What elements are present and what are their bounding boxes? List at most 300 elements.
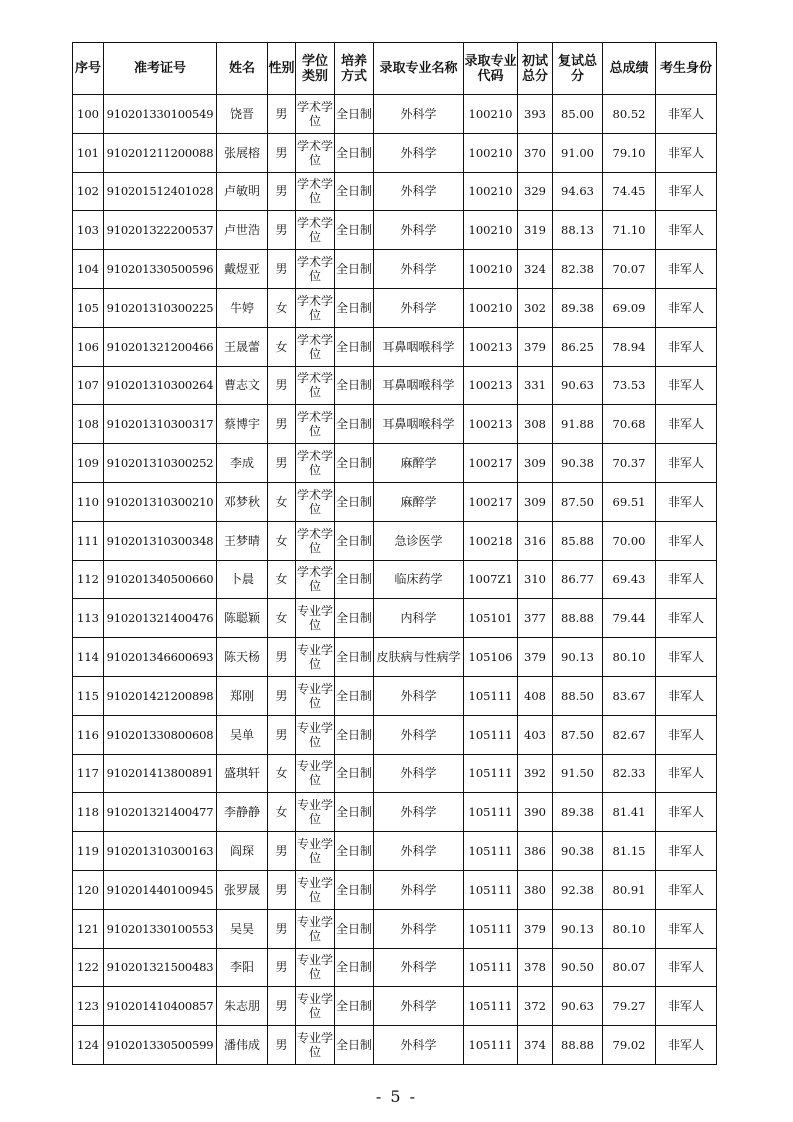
major-name-cell: 皮肤病与性病学 xyxy=(374,638,464,677)
gender-cell: 男 xyxy=(268,250,296,289)
total-score-cell: 79.44 xyxy=(603,599,656,638)
major-name-cell: 耳鼻咽喉科学 xyxy=(374,327,464,366)
exam-id-cell: 910201310300210 xyxy=(104,482,217,521)
major-name-cell: 外科学 xyxy=(374,1026,464,1065)
major-name-cell: 外科学 xyxy=(374,95,464,134)
gender-cell: 女 xyxy=(268,327,296,366)
table-row xyxy=(73,715,717,754)
major-name-cell: 外科学 xyxy=(374,133,464,172)
major-code-cell: 105111 xyxy=(464,909,518,948)
header-cell: 培养方式 xyxy=(335,43,374,95)
gender-cell: 男 xyxy=(268,172,296,211)
retest-score-cell: 87.50 xyxy=(553,715,603,754)
study-mode-cell: 全日制 xyxy=(335,288,374,327)
degree-type-cell: 专业学位 xyxy=(296,1026,335,1065)
name-cell: 郑刚 xyxy=(217,676,268,715)
header-cell: 考生身份 xyxy=(656,43,717,95)
major-code-cell: 100210 xyxy=(464,172,518,211)
table-row xyxy=(73,676,717,715)
total-score-cell: 69.09 xyxy=(603,288,656,327)
gender-cell: 女 xyxy=(268,754,296,793)
header-cell: 姓名 xyxy=(217,43,268,95)
header-cell: 准考证号 xyxy=(104,43,217,95)
exam-id-cell: 910201330100553 xyxy=(104,909,217,948)
major-name-cell: 外科学 xyxy=(374,172,464,211)
prelim-score-cell: 390 xyxy=(518,793,553,832)
name-cell: 饶晋 xyxy=(217,95,268,134)
retest-score-cell: 82.38 xyxy=(553,250,603,289)
name-cell: 王晟蕾 xyxy=(217,327,268,366)
serial-cell: 121 xyxy=(73,909,104,948)
exam-id-cell: 910201310300252 xyxy=(104,444,217,483)
table-row xyxy=(73,211,717,250)
name-cell: 卢敏明 xyxy=(217,172,268,211)
exam-id-cell: 910201413800891 xyxy=(104,754,217,793)
name-cell: 张罗晟 xyxy=(217,870,268,909)
retest-score-cell: 88.50 xyxy=(553,676,603,715)
major-code-cell: 100210 xyxy=(464,288,518,327)
exam-id-cell: 910201410400857 xyxy=(104,987,217,1026)
candidate-status-cell: 非军人 xyxy=(656,754,717,793)
major-code-cell: 105106 xyxy=(464,638,518,677)
gender-cell: 女 xyxy=(268,521,296,560)
degree-type-cell: 学术学位 xyxy=(296,366,335,405)
candidate-status-cell: 非军人 xyxy=(656,909,717,948)
name-cell: 张展榕 xyxy=(217,133,268,172)
degree-type-cell: 学术学位 xyxy=(296,133,335,172)
candidate-status-cell: 非军人 xyxy=(656,987,717,1026)
name-cell: 陈天杨 xyxy=(217,638,268,677)
table-row xyxy=(73,832,717,871)
gender-cell: 女 xyxy=(268,482,296,521)
retest-score-cell: 91.00 xyxy=(553,133,603,172)
major-name-cell: 耳鼻咽喉科学 xyxy=(374,405,464,444)
major-name-cell: 外科学 xyxy=(374,715,464,754)
name-cell: 卢世浩 xyxy=(217,211,268,250)
major-code-cell: 105111 xyxy=(464,715,518,754)
serial-cell: 123 xyxy=(73,987,104,1026)
candidate-status-cell: 非军人 xyxy=(656,250,717,289)
candidate-status-cell: 非军人 xyxy=(656,715,717,754)
name-cell: 王梦晴 xyxy=(217,521,268,560)
major-name-cell: 外科学 xyxy=(374,211,464,250)
serial-cell: 100 xyxy=(73,95,104,134)
major-code-cell: 105111 xyxy=(464,870,518,909)
total-score-cell: 79.10 xyxy=(603,133,656,172)
candidate-status-cell: 非军人 xyxy=(656,133,717,172)
major-code-cell: 105101 xyxy=(464,599,518,638)
major-name-cell: 外科学 xyxy=(374,754,464,793)
study-mode-cell: 全日制 xyxy=(335,1026,374,1065)
exam-id-cell: 910201321200466 xyxy=(104,327,217,366)
serial-cell: 114 xyxy=(73,638,104,677)
prelim-score-cell: 331 xyxy=(518,366,553,405)
prelim-score-cell: 319 xyxy=(518,211,553,250)
table-header-row xyxy=(73,43,717,95)
exam-id-cell: 910201321400477 xyxy=(104,793,217,832)
gender-cell: 女 xyxy=(268,560,296,599)
prelim-score-cell: 380 xyxy=(518,870,553,909)
major-code-cell: 100218 xyxy=(464,521,518,560)
retest-score-cell: 91.88 xyxy=(553,405,603,444)
serial-cell: 107 xyxy=(73,366,104,405)
serial-cell: 103 xyxy=(73,211,104,250)
prelim-score-cell: 379 xyxy=(518,638,553,677)
name-cell: 曹志文 xyxy=(217,366,268,405)
study-mode-cell: 全日制 xyxy=(335,948,374,987)
candidate-status-cell: 非军人 xyxy=(656,288,717,327)
prelim-score-cell: 374 xyxy=(518,1026,553,1065)
prelim-score-cell: 302 xyxy=(518,288,553,327)
degree-type-cell: 学术学位 xyxy=(296,327,335,366)
major-name-cell: 外科学 xyxy=(374,832,464,871)
major-code-cell: 1007Z1 xyxy=(464,560,518,599)
exam-id-cell: 910201310300348 xyxy=(104,521,217,560)
degree-type-cell: 学术学位 xyxy=(296,250,335,289)
major-name-cell: 外科学 xyxy=(374,948,464,987)
candidate-status-cell: 非军人 xyxy=(656,793,717,832)
study-mode-cell: 全日制 xyxy=(335,444,374,483)
candidate-status-cell: 非军人 xyxy=(656,327,717,366)
table-row xyxy=(73,1026,717,1065)
name-cell: 吴单 xyxy=(217,715,268,754)
name-cell: 牛婷 xyxy=(217,288,268,327)
total-score-cell: 70.00 xyxy=(603,521,656,560)
gender-cell: 男 xyxy=(268,909,296,948)
retest-score-cell: 85.88 xyxy=(553,521,603,560)
retest-score-cell: 87.50 xyxy=(553,482,603,521)
retest-score-cell: 92.38 xyxy=(553,870,603,909)
candidate-status-cell: 非军人 xyxy=(656,172,717,211)
degree-type-cell: 专业学位 xyxy=(296,870,335,909)
degree-type-cell: 专业学位 xyxy=(296,638,335,677)
retest-score-cell: 90.13 xyxy=(553,909,603,948)
study-mode-cell: 全日制 xyxy=(335,95,374,134)
serial-cell: 122 xyxy=(73,948,104,987)
study-mode-cell: 全日制 xyxy=(335,909,374,948)
prelim-score-cell: 379 xyxy=(518,909,553,948)
degree-type-cell: 学术学位 xyxy=(296,288,335,327)
total-score-cell: 80.10 xyxy=(603,638,656,677)
prelim-score-cell: 378 xyxy=(518,948,553,987)
prelim-score-cell: 393 xyxy=(518,95,553,134)
serial-cell: 116 xyxy=(73,715,104,754)
serial-cell: 112 xyxy=(73,560,104,599)
gender-cell: 女 xyxy=(268,599,296,638)
degree-type-cell: 专业学位 xyxy=(296,948,335,987)
major-code-cell: 100213 xyxy=(464,405,518,444)
candidate-status-cell: 非军人 xyxy=(656,1026,717,1065)
serial-cell: 118 xyxy=(73,793,104,832)
candidate-status-cell: 非军人 xyxy=(656,870,717,909)
total-score-cell: 82.67 xyxy=(603,715,656,754)
header-cell: 复试总分 xyxy=(553,43,603,95)
candidate-status-cell: 非军人 xyxy=(656,948,717,987)
retest-score-cell: 90.38 xyxy=(553,832,603,871)
prelim-score-cell: 310 xyxy=(518,560,553,599)
degree-type-cell: 学术学位 xyxy=(296,405,335,444)
study-mode-cell: 全日制 xyxy=(335,599,374,638)
total-score-cell: 81.15 xyxy=(603,832,656,871)
study-mode-cell: 全日制 xyxy=(335,793,374,832)
candidate-status-cell: 非军人 xyxy=(656,676,717,715)
name-cell: 潘伟成 xyxy=(217,1026,268,1065)
table-row xyxy=(73,870,717,909)
degree-type-cell: 专业学位 xyxy=(296,599,335,638)
name-cell: 吴昊 xyxy=(217,909,268,948)
header-cell: 录取专业名称 xyxy=(374,43,464,95)
total-score-cell: 79.02 xyxy=(603,1026,656,1065)
major-code-cell: 100210 xyxy=(464,211,518,250)
table-row xyxy=(73,599,717,638)
major-code-cell: 100210 xyxy=(464,95,518,134)
gender-cell: 男 xyxy=(268,676,296,715)
table-body xyxy=(73,95,717,1065)
degree-type-cell: 专业学位 xyxy=(296,987,335,1026)
major-name-cell: 外科学 xyxy=(374,909,464,948)
serial-cell: 124 xyxy=(73,1026,104,1065)
exam-id-cell: 910201421200898 xyxy=(104,676,217,715)
retest-score-cell: 90.50 xyxy=(553,948,603,987)
study-mode-cell: 全日制 xyxy=(335,327,374,366)
study-mode-cell: 全日制 xyxy=(335,676,374,715)
header-cell: 序号 xyxy=(73,43,104,95)
total-score-cell: 70.07 xyxy=(603,250,656,289)
header-cell: 学位类别 xyxy=(296,43,335,95)
serial-cell: 120 xyxy=(73,870,104,909)
major-code-cell: 100210 xyxy=(464,133,518,172)
exam-id-cell: 910201330800608 xyxy=(104,715,217,754)
name-cell: 朱志朋 xyxy=(217,987,268,1026)
name-cell: 戴煜亚 xyxy=(217,250,268,289)
name-cell: 蔡博宇 xyxy=(217,405,268,444)
gender-cell: 男 xyxy=(268,1026,296,1065)
degree-type-cell: 专业学位 xyxy=(296,676,335,715)
header-cell: 总成绩 xyxy=(603,43,656,95)
serial-cell: 115 xyxy=(73,676,104,715)
table-row xyxy=(73,793,717,832)
prelim-score-cell: 370 xyxy=(518,133,553,172)
major-name-cell: 外科学 xyxy=(374,987,464,1026)
total-score-cell: 70.37 xyxy=(603,444,656,483)
table-row xyxy=(73,288,717,327)
exam-id-cell: 910201512401028 xyxy=(104,172,217,211)
exam-id-cell: 910201330500596 xyxy=(104,250,217,289)
candidate-status-cell: 非军人 xyxy=(656,521,717,560)
retest-score-cell: 88.88 xyxy=(553,599,603,638)
degree-type-cell: 学术学位 xyxy=(296,560,335,599)
study-mode-cell: 全日制 xyxy=(335,172,374,211)
degree-type-cell: 学术学位 xyxy=(296,211,335,250)
study-mode-cell: 全日制 xyxy=(335,521,374,560)
major-code-cell: 105111 xyxy=(464,832,518,871)
prelim-score-cell: 386 xyxy=(518,832,553,871)
major-code-cell: 100210 xyxy=(464,250,518,289)
exam-id-cell: 910201330100549 xyxy=(104,95,217,134)
major-name-cell: 外科学 xyxy=(374,793,464,832)
degree-type-cell: 学术学位 xyxy=(296,482,335,521)
total-score-cell: 79.27 xyxy=(603,987,656,1026)
name-cell: 盛琪轩 xyxy=(217,754,268,793)
gender-cell: 男 xyxy=(268,405,296,444)
prelim-score-cell: 324 xyxy=(518,250,553,289)
study-mode-cell: 全日制 xyxy=(335,211,374,250)
exam-id-cell: 910201322200537 xyxy=(104,211,217,250)
retest-score-cell: 89.38 xyxy=(553,793,603,832)
prelim-score-cell: 329 xyxy=(518,172,553,211)
retest-score-cell: 90.38 xyxy=(553,444,603,483)
serial-cell: 101 xyxy=(73,133,104,172)
degree-type-cell: 专业学位 xyxy=(296,832,335,871)
retest-score-cell: 94.63 xyxy=(553,172,603,211)
table-row xyxy=(73,482,717,521)
major-name-cell: 临床药学 xyxy=(374,560,464,599)
gender-cell: 男 xyxy=(268,95,296,134)
retest-score-cell: 90.13 xyxy=(553,638,603,677)
total-score-cell: 80.52 xyxy=(603,95,656,134)
prelim-score-cell: 379 xyxy=(518,327,553,366)
study-mode-cell: 全日制 xyxy=(335,987,374,1026)
gender-cell: 男 xyxy=(268,948,296,987)
major-name-cell: 外科学 xyxy=(374,870,464,909)
gender-cell: 男 xyxy=(268,444,296,483)
study-mode-cell: 全日制 xyxy=(335,133,374,172)
retest-score-cell: 85.00 xyxy=(553,95,603,134)
major-name-cell: 麻醉学 xyxy=(374,482,464,521)
major-code-cell: 105111 xyxy=(464,1026,518,1065)
table-row xyxy=(73,948,717,987)
total-score-cell: 73.53 xyxy=(603,366,656,405)
degree-type-cell: 学术学位 xyxy=(296,521,335,560)
prelim-score-cell: 316 xyxy=(518,521,553,560)
header-cell: 性别 xyxy=(268,43,296,95)
prelim-score-cell: 308 xyxy=(518,405,553,444)
retest-score-cell: 90.63 xyxy=(553,366,603,405)
name-cell: 李阳 xyxy=(217,948,268,987)
study-mode-cell: 全日制 xyxy=(335,482,374,521)
total-score-cell: 74.45 xyxy=(603,172,656,211)
gender-cell: 男 xyxy=(268,987,296,1026)
candidate-status-cell: 非军人 xyxy=(656,560,717,599)
major-code-cell: 100217 xyxy=(464,482,518,521)
major-name-cell: 急诊医学 xyxy=(374,521,464,560)
exam-id-cell: 910201346600693 xyxy=(104,638,217,677)
degree-type-cell: 学术学位 xyxy=(296,95,335,134)
candidate-status-cell: 非军人 xyxy=(656,599,717,638)
total-score-cell: 81.41 xyxy=(603,793,656,832)
serial-cell: 104 xyxy=(73,250,104,289)
name-cell: 阎琛 xyxy=(217,832,268,871)
name-cell: 卜晨 xyxy=(217,560,268,599)
gender-cell: 女 xyxy=(268,288,296,327)
study-mode-cell: 全日制 xyxy=(335,638,374,677)
major-name-cell: 耳鼻咽喉科学 xyxy=(374,366,464,405)
retest-score-cell: 86.25 xyxy=(553,327,603,366)
page-number: - 5 - xyxy=(375,1087,418,1106)
serial-cell: 110 xyxy=(73,482,104,521)
gender-cell: 男 xyxy=(268,211,296,250)
degree-type-cell: 专业学位 xyxy=(296,715,335,754)
retest-score-cell: 89.38 xyxy=(553,288,603,327)
table-row xyxy=(73,987,717,1026)
total-score-cell: 69.51 xyxy=(603,482,656,521)
table-row xyxy=(73,133,717,172)
serial-cell: 102 xyxy=(73,172,104,211)
header-cell: 录取专业代码 xyxy=(464,43,518,95)
serial-cell: 108 xyxy=(73,405,104,444)
prelim-score-cell: 392 xyxy=(518,754,553,793)
serial-cell: 113 xyxy=(73,599,104,638)
prelim-score-cell: 309 xyxy=(518,482,553,521)
name-cell: 邓梦秋 xyxy=(217,482,268,521)
table-row xyxy=(73,521,717,560)
total-score-cell: 80.07 xyxy=(603,948,656,987)
major-name-cell: 麻醉学 xyxy=(374,444,464,483)
prelim-score-cell: 408 xyxy=(518,676,553,715)
table-row xyxy=(73,172,717,211)
exam-id-cell: 910201330500599 xyxy=(104,1026,217,1065)
prelim-score-cell: 309 xyxy=(518,444,553,483)
major-code-cell: 105111 xyxy=(464,676,518,715)
candidate-status-cell: 非军人 xyxy=(656,482,717,521)
candidate-status-cell: 非军人 xyxy=(656,638,717,677)
degree-type-cell: 专业学位 xyxy=(296,909,335,948)
candidate-status-cell: 非军人 xyxy=(656,832,717,871)
major-code-cell: 105111 xyxy=(464,793,518,832)
exam-id-cell: 910201211200088 xyxy=(104,133,217,172)
table-row xyxy=(73,444,717,483)
prelim-score-cell: 403 xyxy=(518,715,553,754)
study-mode-cell: 全日制 xyxy=(335,366,374,405)
table-row xyxy=(73,909,717,948)
degree-type-cell: 学术学位 xyxy=(296,444,335,483)
total-score-cell: 71.10 xyxy=(603,211,656,250)
table-row xyxy=(73,95,717,134)
serial-cell: 109 xyxy=(73,444,104,483)
major-code-cell: 105111 xyxy=(464,987,518,1026)
study-mode-cell: 全日制 xyxy=(335,754,374,793)
table-row xyxy=(73,327,717,366)
degree-type-cell: 专业学位 xyxy=(296,754,335,793)
total-score-cell: 80.91 xyxy=(603,870,656,909)
total-score-cell: 83.67 xyxy=(603,676,656,715)
total-score-cell: 82.33 xyxy=(603,754,656,793)
table-row xyxy=(73,366,717,405)
table-row xyxy=(73,754,717,793)
gender-cell: 男 xyxy=(268,870,296,909)
gender-cell: 男 xyxy=(268,133,296,172)
header-cell: 初试总分 xyxy=(518,43,553,95)
retest-score-cell: 88.13 xyxy=(553,211,603,250)
exam-id-cell: 910201321400476 xyxy=(104,599,217,638)
exam-id-cell: 910201310300264 xyxy=(104,366,217,405)
degree-type-cell: 学术学位 xyxy=(296,172,335,211)
table-row xyxy=(73,405,717,444)
candidate-status-cell: 非军人 xyxy=(656,211,717,250)
study-mode-cell: 全日制 xyxy=(335,250,374,289)
major-code-cell: 105111 xyxy=(464,754,518,793)
major-code-cell: 100217 xyxy=(464,444,518,483)
major-name-cell: 外科学 xyxy=(374,288,464,327)
table-row xyxy=(73,250,717,289)
exam-id-cell: 910201340500660 xyxy=(104,560,217,599)
serial-cell: 111 xyxy=(73,521,104,560)
serial-cell: 119 xyxy=(73,832,104,871)
total-score-cell: 80.10 xyxy=(603,909,656,948)
total-score-cell: 78.94 xyxy=(603,327,656,366)
exam-id-cell: 910201310300317 xyxy=(104,405,217,444)
table-row xyxy=(73,638,717,677)
